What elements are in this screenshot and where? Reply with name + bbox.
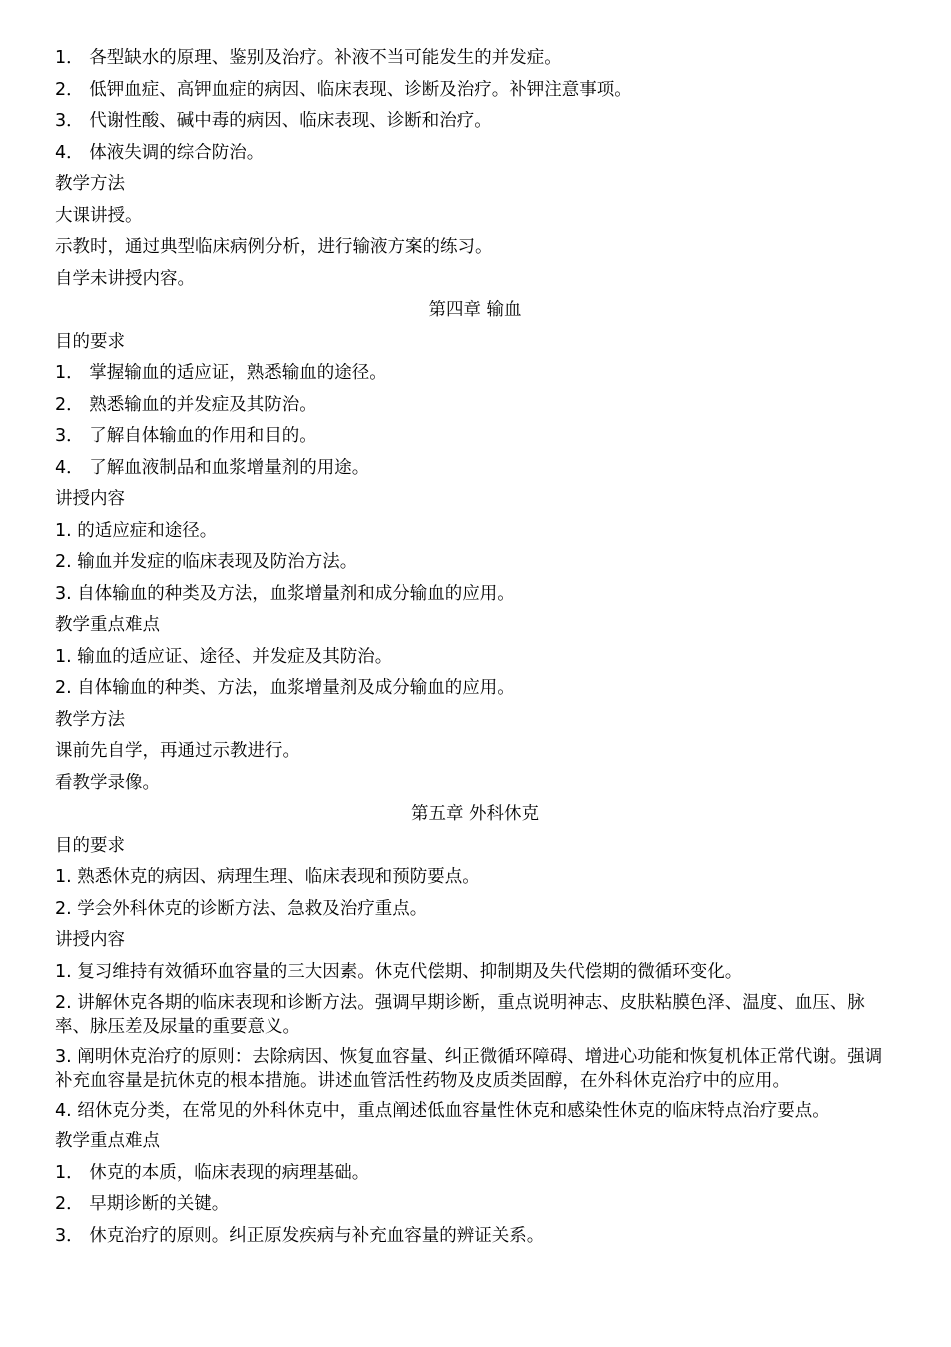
list-item: 4． 体液失调的综合防治。 bbox=[55, 142, 265, 163]
list-item: 1． 掌握输血的适应证，熟悉输血的途径。 bbox=[55, 363, 387, 383]
list-item: 自学未讲授内容。 bbox=[55, 268, 195, 289]
document-page bbox=[55, 46, 895, 1255]
section-heading: 教学重点难点 bbox=[55, 1131, 160, 1151]
list-item: 4. 绍休克分类，在常见的外科休克中，重点阐述低血容量性休克和感染性休克的临床特点治疗要点。 bbox=[55, 1101, 830, 1121]
list-item: 2. 自体输血的种类、方法，血浆增量剂及成分输血的应用。 bbox=[55, 678, 515, 698]
list-item: 1． 休克的本质，临床表现的病理基础。 bbox=[55, 1162, 370, 1183]
list-item: 2． 早期诊断的关键。 bbox=[55, 1194, 230, 1214]
list-item: 3． 代谢性酸、碱中毒的病因、临床表现、诊断和治疗。 bbox=[55, 111, 492, 131]
list-item: 大课讲授。 bbox=[55, 205, 143, 226]
list-item: 3． 休克治疗的原则。纠正原发疾病与补充血容量的辨证关系。 bbox=[55, 1225, 545, 1246]
section-heading: 教学重点难点 bbox=[55, 615, 160, 635]
list-item: 2． 熟悉输血的并发症及其防治。 bbox=[55, 394, 317, 415]
list-item: 课前先自学，再通过示教进行。 bbox=[55, 741, 300, 761]
section-heading: 目的要求 bbox=[55, 835, 125, 856]
section-heading: 教学方法 bbox=[55, 174, 125, 194]
list-item: 1. 的适应症和途径。 bbox=[55, 520, 218, 541]
list-item: 2． 低钾血症、高钾血症的病因、临床表现、诊断及治疗。补钾注意事项。 bbox=[55, 79, 632, 100]
list-item: 3. 阐明休克治疗的原则：去除病因、恢复血容量、纠正微循环障碍、增进心功能和恢复机体正常代谢。强调补充血容量是抗休克的根本措施。讲述血管活性药物及皮质类固醇，在外科休克治疗中的应用。 bbox=[55, 1047, 883, 1091]
list-item: 1． 各型缺水的原理、鉴别及治疗。补液不当可能发生的并发症。 bbox=[55, 48, 562, 68]
list-item: 1. 复习维持有效循环血容量的三大因素。休克代偿期、抑制期及失代偿期的微循环变化。 bbox=[55, 961, 743, 982]
list-item: 2. 讲解休克各期的临床表现和诊断方法。强调早期诊断，重点说明神志、皮肤粘膜色泽、温度、血压、脉率、脉压差及尿量的重要意义。 bbox=[55, 993, 865, 1037]
list-item: 3. 自体输血的种类及方法，血浆增量剂和成分输血的应用。 bbox=[55, 583, 515, 604]
list-item: 4． 了解血液制品和血浆增量剂的用途。 bbox=[55, 457, 370, 478]
list-item: 示教时，通过典型临床病例分析，进行输液方案的练习。 bbox=[55, 237, 493, 257]
list-item: 3． 了解自体输血的作用和目的。 bbox=[55, 426, 317, 446]
list-item: 看教学录像。 bbox=[55, 772, 160, 793]
section-heading: 讲授内容 bbox=[55, 930, 125, 950]
list-item: 1. 输血的适应证、途径、并发症及其防治。 bbox=[55, 646, 393, 667]
section-heading: 目的要求 bbox=[55, 331, 125, 352]
chapter-title: 第四章 输血 bbox=[428, 300, 522, 320]
section-heading: 讲授内容 bbox=[55, 489, 125, 509]
section-heading: 教学方法 bbox=[55, 709, 125, 730]
chapter-title: 第五章 外科休克 bbox=[410, 804, 540, 824]
list-item: 2. 输血并发症的临床表现及防治方法。 bbox=[55, 552, 358, 572]
list-item: 2. 学会外科休克的诊断方法、急救及治疗重点。 bbox=[55, 898, 428, 919]
list-item: 1. 熟悉休克的病因、病理生理、临床表现和预防要点。 bbox=[55, 867, 480, 887]
